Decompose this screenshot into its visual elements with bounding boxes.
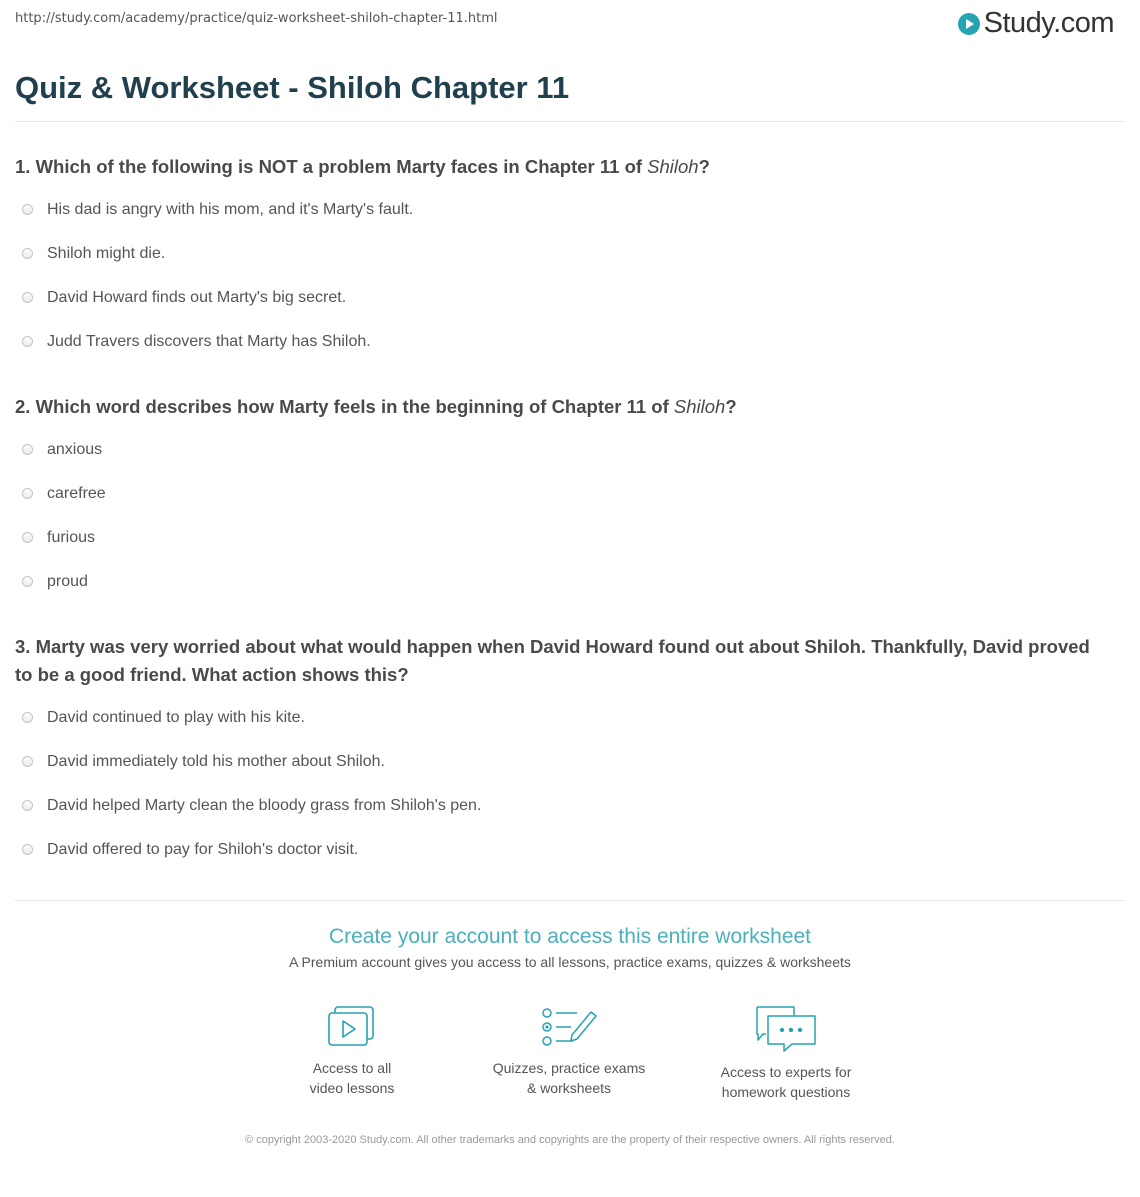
answer-option[interactable]: His dad is angry with his mom, and it's Marty's fault. xyxy=(22,201,413,245)
question-2-options xyxy=(22,441,106,617)
answer-option[interactable]: anxious xyxy=(22,441,106,485)
answer-option[interactable]: Shiloh might die. xyxy=(22,245,413,289)
cta-title[interactable]: Create your account to access this entire worksheet xyxy=(328,925,812,948)
radio-button[interactable] xyxy=(22,488,33,499)
question-3-options xyxy=(22,709,481,885)
radio-button[interactable] xyxy=(22,800,33,811)
answer-option[interactable]: David Howard finds out Marty's big secret. xyxy=(22,289,413,333)
answer-option[interactable]: proud xyxy=(22,573,106,617)
feature-quizzes xyxy=(459,1004,679,1098)
radio-button[interactable] xyxy=(22,576,33,587)
answer-option[interactable]: carefree xyxy=(22,485,106,529)
copyright-footer: © copyright 2003-2020 Study.com. All other trademarks and copyrights are the property of their respective owners. All rights reserved. xyxy=(245,1134,895,1146)
answer-option[interactable]: David immediately told his mother about Shiloh. xyxy=(22,753,481,797)
quiz-checklist-icon xyxy=(539,1004,599,1050)
feature-video-lessons xyxy=(242,1004,462,1098)
video-lessons-icon xyxy=(326,1004,378,1050)
feature-experts xyxy=(676,1004,896,1102)
question-1-options xyxy=(22,201,413,377)
page-url: http://study.com/academy/practice/quiz-worksheet-shiloh-chapter-11.html xyxy=(15,11,498,26)
answer-option[interactable]: David offered to pay for Shiloh's doctor visit. xyxy=(22,841,481,885)
answer-option[interactable]: Judd Travers discovers that Marty has Shiloh. xyxy=(22,333,413,377)
answer-option[interactable]: furious xyxy=(22,529,106,573)
cta-subtitle: A Premium account gives you access to all lessons, practice exams, quizzes & worksheets xyxy=(289,954,851,970)
section-divider xyxy=(15,900,1125,901)
title-divider xyxy=(15,121,1125,122)
radio-button[interactable] xyxy=(22,292,33,303)
feature-line: Access to experts for xyxy=(720,1064,852,1080)
radio-button[interactable] xyxy=(22,444,33,455)
radio-button[interactable] xyxy=(22,336,33,347)
feature-line: Access to all xyxy=(312,1060,392,1076)
radio-button[interactable] xyxy=(22,844,33,855)
feature-line: Quizzes, practice exams xyxy=(492,1060,646,1076)
question-1: 1. Which of the following is NOT a problem Marty faces in Chapter 11 of Shiloh? xyxy=(15,156,710,177)
question-2: 2. Which word describes how Marty feels in the beginning of Chapter 11 of Shiloh? xyxy=(15,396,737,417)
logo-text: Study.com xyxy=(983,7,1114,39)
feature-line: video lessons xyxy=(309,1080,395,1096)
answer-option[interactable]: David helped Marty clean the bloody grass from Shiloh's pen. xyxy=(22,797,481,841)
radio-button[interactable] xyxy=(22,532,33,543)
radio-button[interactable] xyxy=(22,756,33,767)
radio-button[interactable] xyxy=(22,248,33,259)
radio-button[interactable] xyxy=(22,712,33,723)
play-logo-icon xyxy=(958,13,980,35)
question-3: 3. Marty was very worried about what would happen when David Howard found out about Shiloh. Thankfully, David proved to be a good friend. What action shows this? xyxy=(15,636,1090,685)
answer-option[interactable]: David continued to play with his kite. xyxy=(22,709,481,753)
chat-bubbles-icon xyxy=(754,1004,818,1054)
feature-line: & worksheets xyxy=(526,1080,612,1096)
radio-button[interactable] xyxy=(22,204,33,215)
page-title: Quiz & Worksheet - Shiloh Chapter 11 xyxy=(15,70,570,105)
study-logo[interactable] xyxy=(958,7,1114,40)
feature-line: homework questions xyxy=(721,1084,851,1100)
